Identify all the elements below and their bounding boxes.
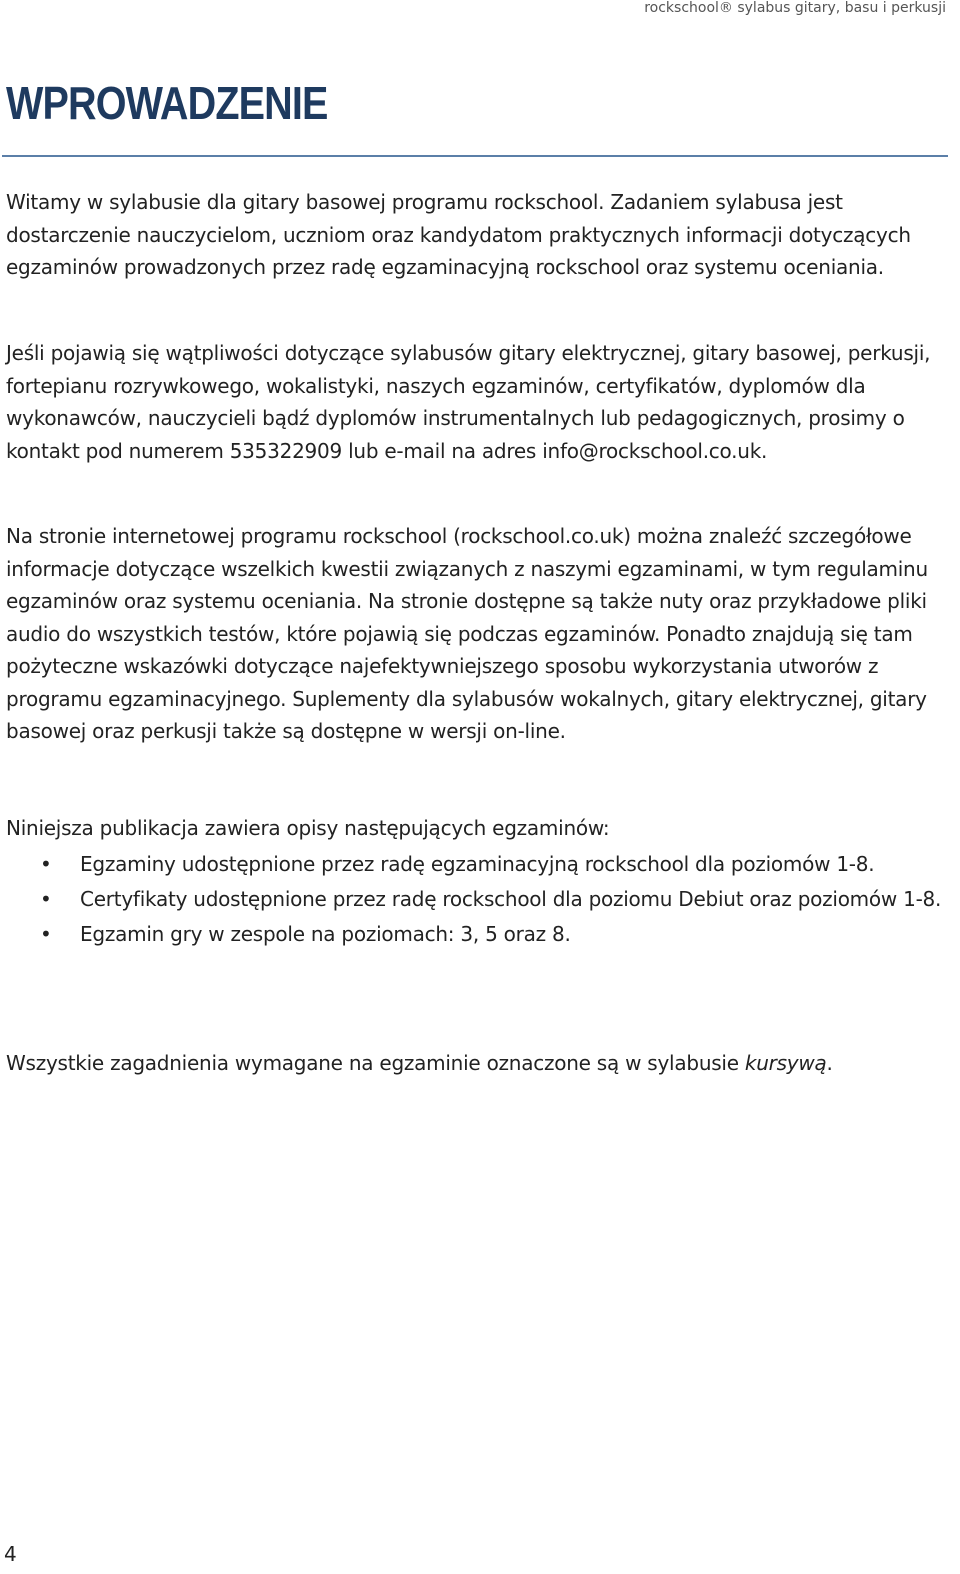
- title-divider: [2, 155, 948, 157]
- publication-contents-intro: Niniejsza publikacja zawiera opisy następujących egzaminów:: [6, 816, 610, 840]
- closing-italic-word: kursywą: [744, 1051, 827, 1075]
- closing-paragraph: [6, 1047, 936, 1080]
- closing-text: Wszystkie zagadnienia wymagane na egzaminie oznaczone są w sylabusie: [6, 1051, 745, 1075]
- list-item-text: Certyfikaty udostępnione przez radę rockschool dla poziomu Debiut oraz poziomów 1-8.: [80, 887, 942, 911]
- list-item-text: Egzaminy udostępnione przez radę egzaminacyjną rockschool dla poziomów 1-8.: [80, 852, 875, 876]
- bullet-icon: •: [40, 852, 52, 876]
- page-title: WPROWADZENIE: [6, 77, 328, 129]
- list-item: [0, 848, 948, 881]
- list-item: [0, 918, 948, 951]
- exam-list: [0, 848, 948, 953]
- intro-paragraph: Witamy w sylabusie dla gitary basowej programu rockschool. Zadaniem sylabusa jest dostarczenie nauczycielom, uczniom oraz kandydatom praktycznych informacji dotyczących egzaminów prowadzonych przez radę egzaminacyjną rockschool oraz systemu oceniania.: [6, 190, 911, 279]
- bullet-icon: •: [40, 887, 52, 911]
- page-number: 4: [4, 1542, 17, 1566]
- running-header: rockschool® sylabus gitary, basu i perkusji: [644, 0, 946, 16]
- contact-paragraph: Jeśli pojawią się wątpliwości dotyczące sylabusów gitary elektrycznej, gitary basowej, perkusji, fortepianu rozrywkowego, wokalistyki, naszych egzaminów, certyfikatów, dyplomów dla wykonawców, nauczycieli bądź dyplomów instrumentalnych lub pedagogicznych, prosimy o kontakt pod numerem 535322909 lub e-mail na adres info@rockschool.co.uk.: [6, 341, 931, 463]
- list-item: [0, 883, 948, 916]
- website-paragraph: Na stronie internetowej programu rockschool (rockschool.co.uk) można znaleźć szczegółowe informacje dotyczące wszelkich kwestii związanych z naszymi egzaminami, w tym regulaminu egzaminów oraz systemu oceniania. Na stronie dostępne są także nuty oraz przykładowe pliki audio do wszystkich testów, które pojawią się podczas egzaminów. Ponadto znajdują się tam pożyteczne wskazówki dotyczące najefektywniejszego sposobu wykorzystania utworów z programu egzaminacyjnego. Suplementy dla sylabusów wokalnych, gitary elektrycznej, gitary basowej oraz perkusji także są dostępne w wersji on-line.: [6, 524, 928, 743]
- closing-end: .: [826, 1051, 833, 1075]
- list-item-text: Egzamin gry w zespole na poziomach: 3, 5 oraz 8.: [80, 922, 571, 946]
- bullet-icon: •: [40, 922, 52, 946]
